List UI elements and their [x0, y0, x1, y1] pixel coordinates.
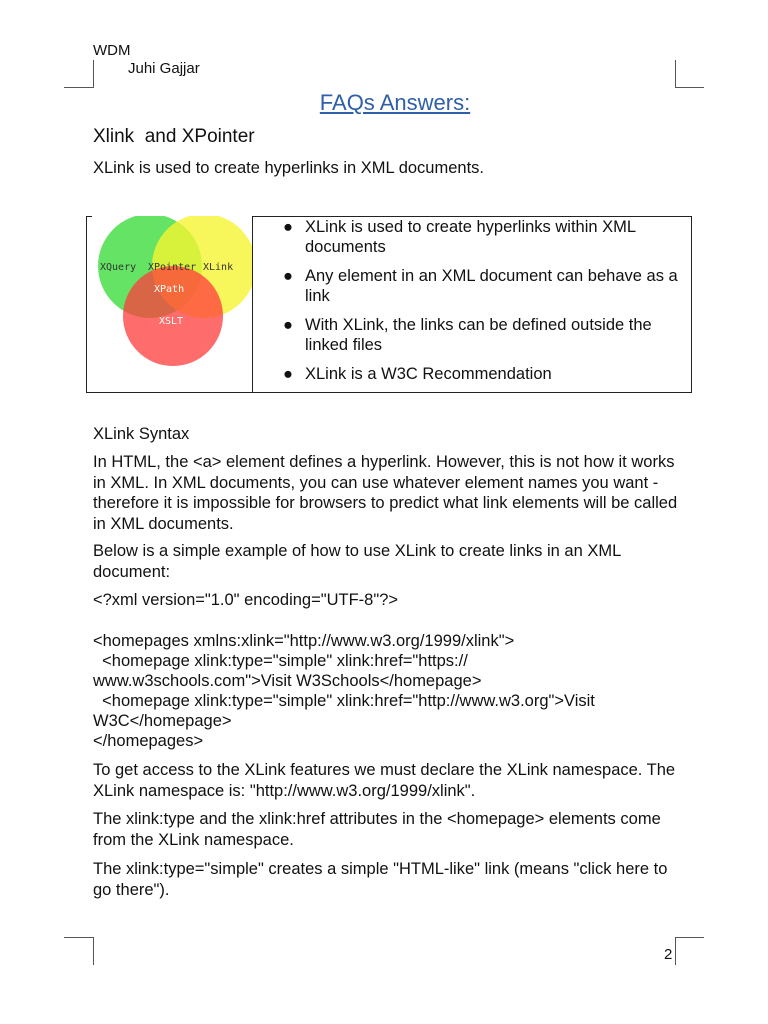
paragraph-attributes: The xlink:type and the xlink:href attributes in the <homepage> elements come from the XLink namespace. — [93, 810, 661, 849]
list-item: ● XLink is used to create hyperlinks within XML documents — [283, 218, 636, 256]
code-homepages-example: <homepages xmlns:xlink="http://www.w3.org/1999/xlink"> <homepage xlink:type="simple" xlink:href="https:// www.w3schools.com">Visit W3Schools</homepage> <homepage xlink:type="simple" xlink:href="http://www.w3.org">Visit W3C</homepage> </homepages> — [93, 632, 595, 750]
list-item: ● Any element in an XML document can behave as a link — [283, 267, 678, 305]
table-divider — [252, 216, 253, 392]
crop-mark — [64, 87, 93, 88]
bullet-icon: ● — [283, 267, 293, 285]
label-xpointer: XPointer — [148, 262, 197, 273]
paragraph-simple-link: The xlink:type="simple" creates a simple "HTML-like" link (means "click here to go there"). — [93, 860, 668, 899]
crop-mark — [675, 937, 676, 965]
label-xlink: XLink — [203, 262, 234, 273]
bullet-icon: ● — [283, 316, 293, 334]
syntax-heading: XLink Syntax — [93, 425, 190, 443]
info-table — [86, 216, 692, 393]
bullet-icon: ● — [283, 365, 293, 383]
list-item: ● With XLink, the links can be defined outside the linked files — [283, 316, 652, 354]
paragraph-namespace: To get access to the XLink features we must declare the XLink namespace. The XLink namespace is: "http://www.w3.org/1999/xlink". — [93, 761, 676, 800]
paragraph-html-vs-xml: In HTML, the <a> element defines a hyperlink. However, this is not how it works in XML. In XML documents, you can use whatever element names you want - therefore it is impossible for browsers to predict what link elements will be called in XML documents. — [93, 453, 678, 533]
header-course: WDM — [93, 42, 131, 59]
crop-mark — [64, 937, 93, 938]
bullet-icon: ● — [283, 218, 293, 236]
paragraph-example-intro: Below is a simple example of how to use XLink to create links in an XML document: — [93, 542, 621, 581]
label-xpath: XPath — [154, 284, 185, 295]
feature-bullet-list — [283, 217, 683, 393]
label-xquery: XQuery — [100, 262, 137, 273]
label-xslt: XSLT — [159, 316, 184, 327]
list-item: ● XLink is a W3C Recommendation — [283, 365, 552, 383]
section-heading: Xlink and XPointer — [93, 126, 255, 147]
page-title: FAQs Answers: — [319, 90, 471, 115]
crop-mark — [93, 937, 94, 965]
crop-mark — [675, 60, 676, 88]
intro-text: XLink is used to create hyperlinks in XML documents. — [93, 159, 484, 177]
crop-mark — [93, 60, 94, 88]
crop-mark — [675, 937, 704, 938]
page-number: 2 — [664, 946, 673, 963]
header-author: Juhi Gajjar — [128, 60, 200, 77]
code-xml-declaration: <?xml version="1.0" encoding="UTF-8"?> — [93, 591, 399, 609]
crop-mark — [675, 87, 704, 88]
xml-venn-diagram — [87, 216, 252, 392]
